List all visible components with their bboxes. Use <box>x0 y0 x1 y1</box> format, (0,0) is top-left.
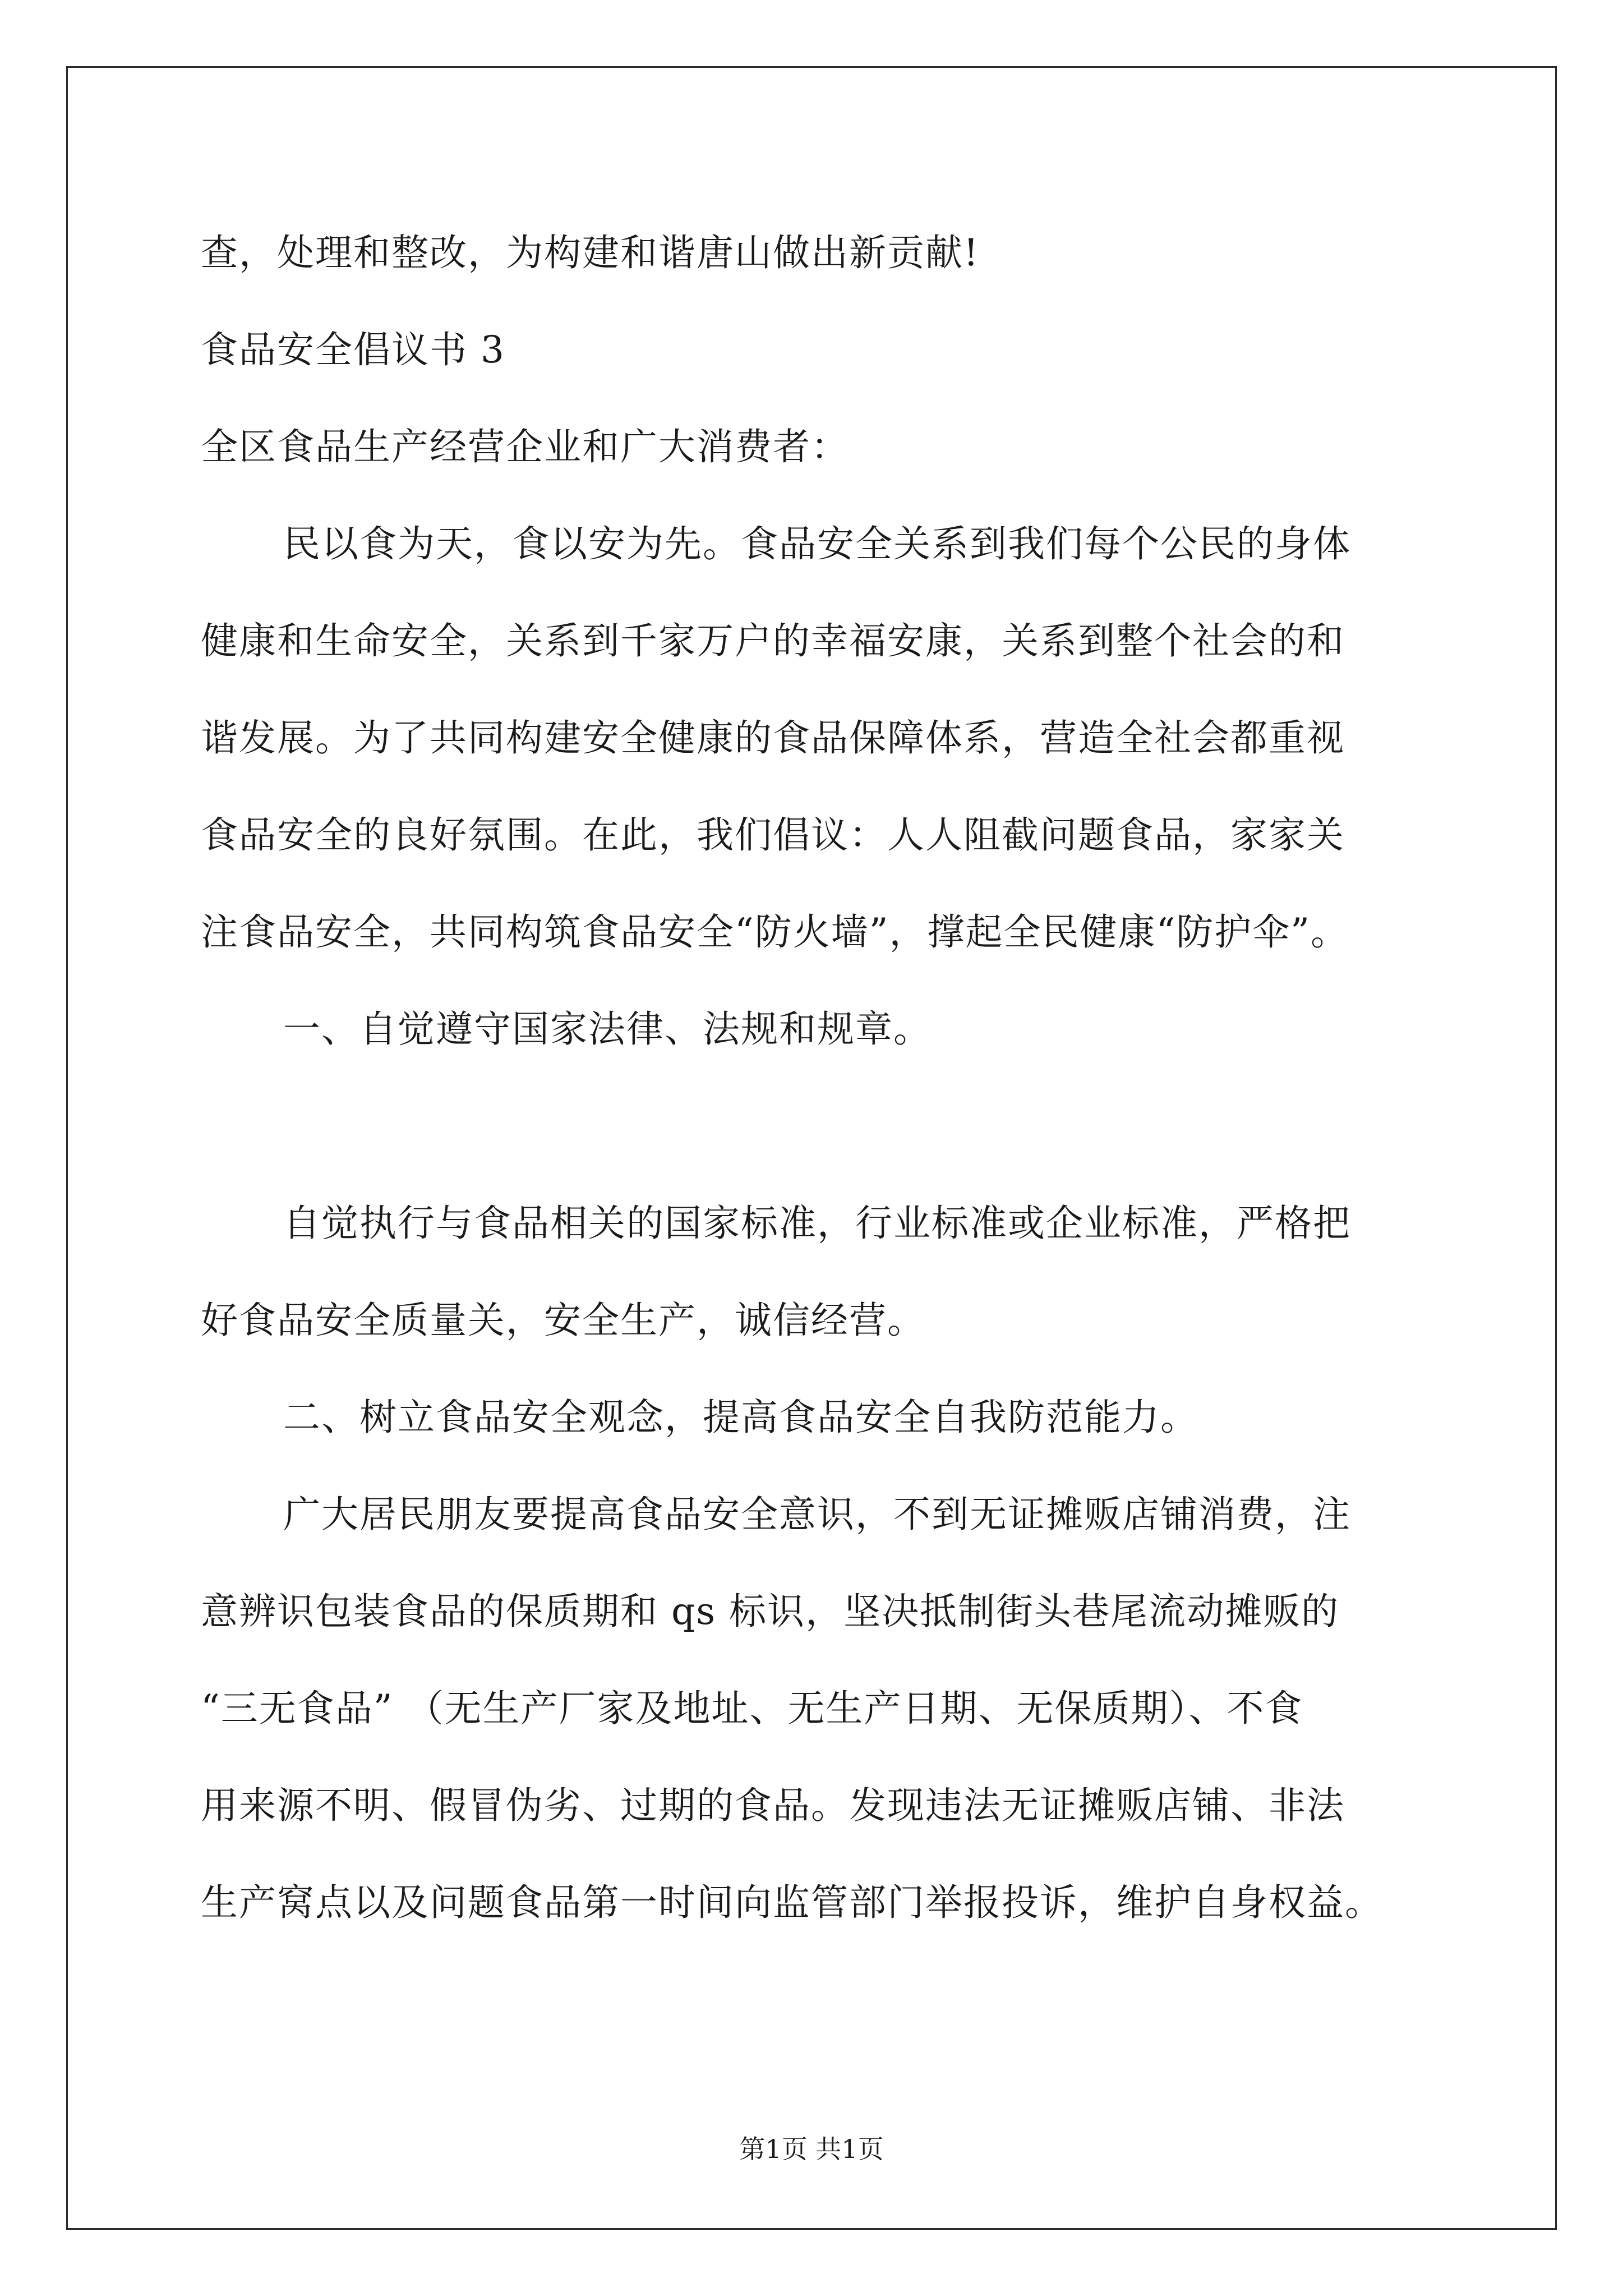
section-heading: 一、自觉遵守国家法律、法规和规章。 <box>283 1007 932 1051</box>
page-number: 第1页 共1页 <box>739 2134 884 2164</box>
text-line: 意辨识包装食品的保质期和 qs 标识，坚决抵制街头巷尾流动摊贩的 <box>201 1590 1340 1633</box>
text-line: 注食品安全，共同构筑食品安全“防火墙”，撑起全民健康“防护伞”。 <box>201 910 1349 954</box>
salutation: 全区食品生产经营企业和广大消费者： <box>201 425 849 468</box>
text-line: 健康和生命安全，关系到千家万户的幸福安康，关系到整个社会的和 <box>201 619 1345 662</box>
section-heading: 二、树立食品安全观念，提高食品安全自我防范能力。 <box>283 1396 1198 1439</box>
text-line: 用来源不明、假冒伪劣、过期的食品。发现违法无证摊贩店铺、非法 <box>201 1784 1345 1827</box>
text-line: 自觉执行与食品相关的国家标准，行业标准或企业标准，严格把 <box>283 1202 1351 1245</box>
text-line: 民以食为天，食以安为先。食品安全关系到我们每个公民的身体 <box>283 522 1351 565</box>
text-line: 好食品安全质量关，安全生产，诚信经营。 <box>201 1299 925 1342</box>
text-line: 谐发展。为了共同构建安全健康的食品保障体系，营造全社会都重视 <box>201 716 1345 760</box>
section-title: 食品安全倡议书 3 <box>201 328 505 371</box>
text-line: 食品安全的良好氛围。在此，我们倡议：人人阻截问题食品，家家关 <box>201 813 1345 857</box>
text-line: “三无食品” （无生产厂家及地址、无生产日期、无保质期）、不食 <box>201 1687 1303 1730</box>
text-line: 查，处理和整改，为构建和谐唐山做出新贡献! <box>201 231 980 274</box>
text-line: 广大居民朋友要提高食品安全意识，不到无证摊贩店铺消费，注 <box>283 1493 1351 1536</box>
text-line: 生产窝点以及问题食品第一时间向监管部门举报投诉，维护自身权益。 <box>201 1881 1383 1924</box>
